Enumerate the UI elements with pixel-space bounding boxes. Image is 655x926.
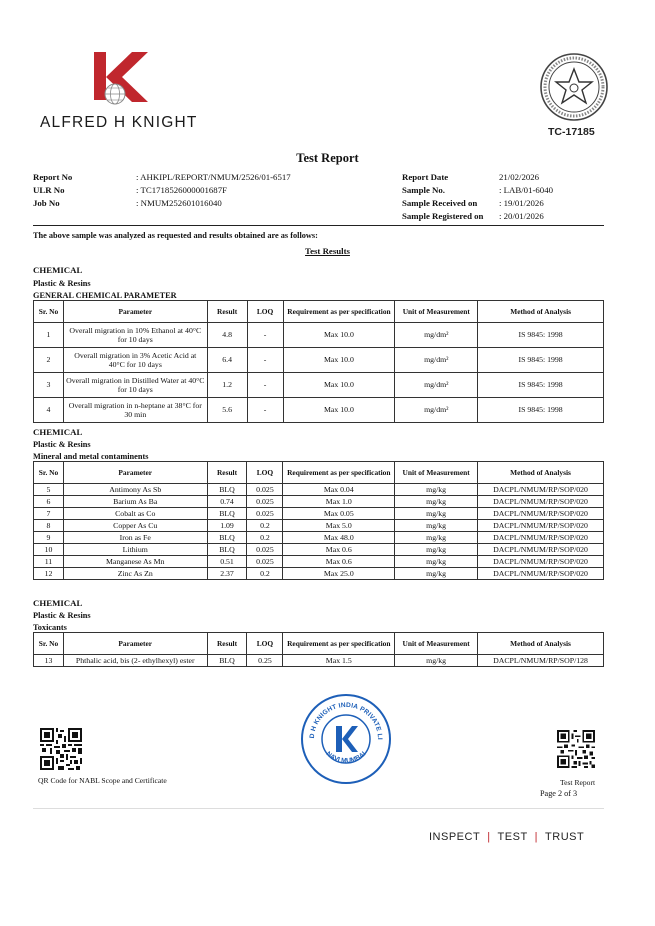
accreditation-code: TC-17185 [548, 126, 595, 138]
results-heading: Test Results [305, 246, 350, 256]
qr-caption: QR Code for NABL Scope and Certificate [38, 776, 167, 785]
report-no-row: Report No : AHKIPL/REPORT/NMUM/2526/01-6517 [33, 172, 291, 182]
column-header: Requirement as per specification [283, 301, 395, 323]
table-cell: 1.09 [207, 520, 247, 532]
column-header: Parameter [63, 633, 207, 655]
table-cell: 0.51 [207, 556, 247, 568]
table-cell: 3 [34, 373, 64, 398]
column-header: Sr. No [34, 633, 64, 655]
table-cell: Barium As Ba [63, 496, 207, 508]
table-cell: BLQ [207, 544, 247, 556]
stamp-ring-text: D H KNIGHT INDIA PRIVATE LI [308, 701, 384, 740]
results-table-general [33, 300, 604, 423]
table-cell: 1.2 [207, 373, 247, 398]
table-cell: 2.37 [207, 568, 247, 580]
stamp-bottom-text: NAVI MUMBAI [324, 750, 368, 765]
table-cell: mg/kg [395, 655, 478, 667]
column-header: Method of Analysis [478, 633, 604, 655]
sample-registered-row: Sample Registered on : 20/01/2026 [402, 211, 544, 221]
table-cell: 5 [34, 484, 64, 496]
table-cell: 0.025 [247, 556, 283, 568]
table-cell: BLQ [207, 655, 247, 667]
table-cell: mg/dm² [395, 398, 478, 423]
table-cell: Max 0.6 [283, 556, 395, 568]
job-no-row: Job No : NMUM252601016040 [33, 198, 222, 208]
table-cell: mg/kg [395, 544, 478, 556]
table-cell: Max 25.0 [283, 568, 395, 580]
table-row [34, 520, 604, 532]
table-cell: 0.2 [247, 532, 283, 544]
results-table-toxicants [33, 632, 604, 667]
table-cell: mg/dm² [395, 348, 478, 373]
table-cell: mg/kg [395, 496, 478, 508]
column-header: LOQ [247, 301, 283, 323]
results-table-metals [33, 461, 604, 580]
table-cell: 6.4 [207, 348, 247, 373]
column-header: LOQ [247, 462, 283, 484]
table-cell: Overall migration in Distilled Water at 40°C for 10 days [63, 373, 207, 398]
table-cell: mg/kg [395, 532, 478, 544]
table-cell: mg/kg [395, 508, 478, 520]
column-header: Unit of Measurement [395, 462, 478, 484]
table-row [34, 508, 604, 520]
column-header: LOQ [247, 633, 283, 655]
table-cell: IS 9845: 1998 [478, 373, 604, 398]
column-header: Method of Analysis [478, 301, 604, 323]
table-cell: Iron as Fe [63, 532, 207, 544]
column-header: Result [207, 301, 247, 323]
table-cell: Max 48.0 [283, 532, 395, 544]
table-row [34, 348, 604, 373]
table-cell: Cobalt as Co [63, 508, 207, 520]
column-header: Sr. No [34, 301, 64, 323]
section-3-category: CHEMICAL [33, 598, 83, 608]
table-cell: 0.2 [247, 568, 283, 580]
table-cell: Max 0.05 [283, 508, 395, 520]
tagline-separator: | [487, 831, 491, 843]
table-cell: Max 10.0 [283, 373, 395, 398]
tagline-inspect: INSPECT [429, 831, 481, 843]
company-name: ALFRED H KNIGHT [40, 114, 198, 131]
table-cell: 0.025 [247, 496, 283, 508]
column-header: Method of Analysis [478, 462, 604, 484]
column-header: Parameter [63, 301, 207, 323]
report-title: Test Report [296, 151, 359, 165]
table-header-row [34, 633, 604, 655]
footer-tagline [429, 831, 584, 843]
column-header: Parameter [63, 462, 207, 484]
table-cell: Max 0.04 [283, 484, 395, 496]
page-number: Page 2 of 3 [540, 789, 578, 798]
ulr-no-row: ULR No : TC1718526000001687F [33, 185, 227, 195]
table-cell: mg/kg [395, 568, 478, 580]
table-header-row [34, 462, 604, 484]
table-header-row [34, 301, 604, 323]
table-cell: Max 1.5 [283, 655, 395, 667]
table-cell: Overall migration in n-heptane at 38°C for 30 min [63, 398, 207, 423]
table-cell: 2 [34, 348, 64, 373]
table-cell: - [247, 398, 283, 423]
nabl-seal-icon [539, 52, 609, 122]
table-row [34, 373, 604, 398]
qr-code-right-icon [557, 730, 595, 768]
section-2-material: Plastic & Resins [33, 440, 91, 449]
table-cell: 6 [34, 496, 64, 508]
table-cell: Zinc As Zn [63, 568, 207, 580]
table-row [34, 655, 604, 667]
table-cell: mg/dm² [395, 373, 478, 398]
section-3-group: Toxicants [33, 623, 67, 632]
table-cell: Antimony As Sb [63, 484, 207, 496]
table-cell: 0.025 [247, 484, 283, 496]
table-cell: Lithium [63, 544, 207, 556]
table-row [34, 532, 604, 544]
table-row [34, 484, 604, 496]
table-cell: 10 [34, 544, 64, 556]
section-1-material: Plastic & Resins [33, 279, 91, 288]
table-cell: DACPL/NMUM/RP/SOP/020 [478, 496, 604, 508]
table-cell: 9 [34, 532, 64, 544]
sample-no-row: Sample No. : LAB/01-6040 [402, 185, 554, 195]
table-cell: Max 10.0 [283, 348, 395, 373]
table-cell: 0.74 [207, 496, 247, 508]
footer-divider [33, 808, 604, 809]
sample-received-row: Sample Received on : 19/01/2026 [402, 198, 544, 208]
table-cell: DACPL/NMUM/RP/SOP/020 [478, 484, 604, 496]
table-row [34, 496, 604, 508]
table-cell: 13 [34, 655, 64, 667]
qr-code-icon [40, 728, 82, 770]
table-cell: DACPL/NMUM/RP/SOP/128 [478, 655, 604, 667]
svg-text:NAVI MUMBAI [325, 751, 368, 765]
table-cell: IS 9845: 1998 [478, 398, 604, 423]
doc-label: Test Report [560, 778, 596, 787]
table-cell: mg/kg [395, 556, 478, 568]
table-cell: 0.025 [247, 544, 283, 556]
table-cell: DACPL/NMUM/RP/SOP/020 [478, 556, 604, 568]
section-2-group: Mineral and metal contaminents [33, 452, 149, 461]
column-header: Requirement as per specification [283, 462, 395, 484]
table-cell: 7 [34, 508, 64, 520]
table-cell: mg/dm² [395, 323, 478, 348]
table-cell: - [247, 348, 283, 373]
table-cell: 0.2 [247, 520, 283, 532]
table-cell: mg/kg [395, 520, 478, 532]
table-cell: BLQ [207, 532, 247, 544]
column-header: Result [207, 462, 247, 484]
section-1-group: GENERAL CHEMICAL PARAMETER [33, 291, 177, 300]
column-header: Result [207, 633, 247, 655]
table-cell: DACPL/NMUM/RP/SOP/020 [478, 520, 604, 532]
header-divider [33, 225, 604, 226]
table-row [34, 568, 604, 580]
table-cell: BLQ [207, 508, 247, 520]
tagline-test: TEST [497, 831, 528, 843]
section-3-material: Plastic & Resins [33, 611, 91, 620]
table-row [34, 544, 604, 556]
table-cell: Copper As Cu [63, 520, 207, 532]
company-logo [92, 50, 152, 112]
table-cell: mg/kg [395, 484, 478, 496]
table-row [34, 398, 604, 423]
table-cell: 11 [34, 556, 64, 568]
section-1-category: CHEMICAL [33, 265, 83, 275]
table-cell: Max 10.0 [283, 398, 395, 423]
table-cell: Max 1.0 [283, 496, 395, 508]
intro-text: The above sample was analyzed as requested and results obtained are as follows: [33, 231, 318, 240]
table-row [34, 323, 604, 348]
table-cell: DACPL/NMUM/RP/SOP/020 [478, 544, 604, 556]
table-cell: 4 [34, 398, 64, 423]
table-cell: - [247, 373, 283, 398]
table-cell: BLQ [207, 484, 247, 496]
tagline-trust: TRUST [545, 831, 585, 843]
table-cell: Max 5.0 [283, 520, 395, 532]
table-cell: IS 9845: 1998 [478, 348, 604, 373]
column-header: Unit of Measurement [395, 301, 478, 323]
table-cell: DACPL/NMUM/RP/SOP/020 [478, 508, 604, 520]
report-info-right [402, 171, 553, 223]
table-cell: Overall migration in 10% Ethanol at 40°C for 10 days [63, 323, 207, 348]
table-cell: Overall migration in 3% Acetic Acid at 40°C for 10 days [63, 348, 207, 373]
table-cell: 1 [34, 323, 64, 348]
table-cell: 0.025 [247, 508, 283, 520]
table-cell: 12 [34, 568, 64, 580]
table-cell: DACPL/NMUM/RP/SOP/020 [478, 532, 604, 544]
table-cell: - [247, 323, 283, 348]
table-row [34, 556, 604, 568]
tagline-separator: | [534, 831, 539, 843]
table-cell: Phthalic acid, bis (2- ethylhexyl) ester [63, 655, 207, 667]
column-header: Requirement as per specification [283, 633, 395, 655]
table-cell: Manganese As Mn [63, 556, 207, 568]
company-stamp-icon [300, 693, 392, 785]
report-info-left [33, 171, 291, 210]
column-header: Sr. No [34, 462, 64, 484]
table-cell: 4.8 [207, 323, 247, 348]
table-cell: Max 10.0 [283, 323, 395, 348]
table-cell: 0.25 [247, 655, 283, 667]
table-cell: Max 0.6 [283, 544, 395, 556]
section-2-category: CHEMICAL [33, 427, 83, 437]
column-header: Unit of Measurement [395, 633, 478, 655]
table-cell: 8 [34, 520, 64, 532]
table-cell: DACPL/NMUM/RP/SOP/020 [478, 568, 604, 580]
report-date-row: Report Date 21/02/2026 [402, 172, 540, 182]
table-cell: 5.6 [207, 398, 247, 423]
table-cell: IS 9845: 1998 [478, 323, 604, 348]
